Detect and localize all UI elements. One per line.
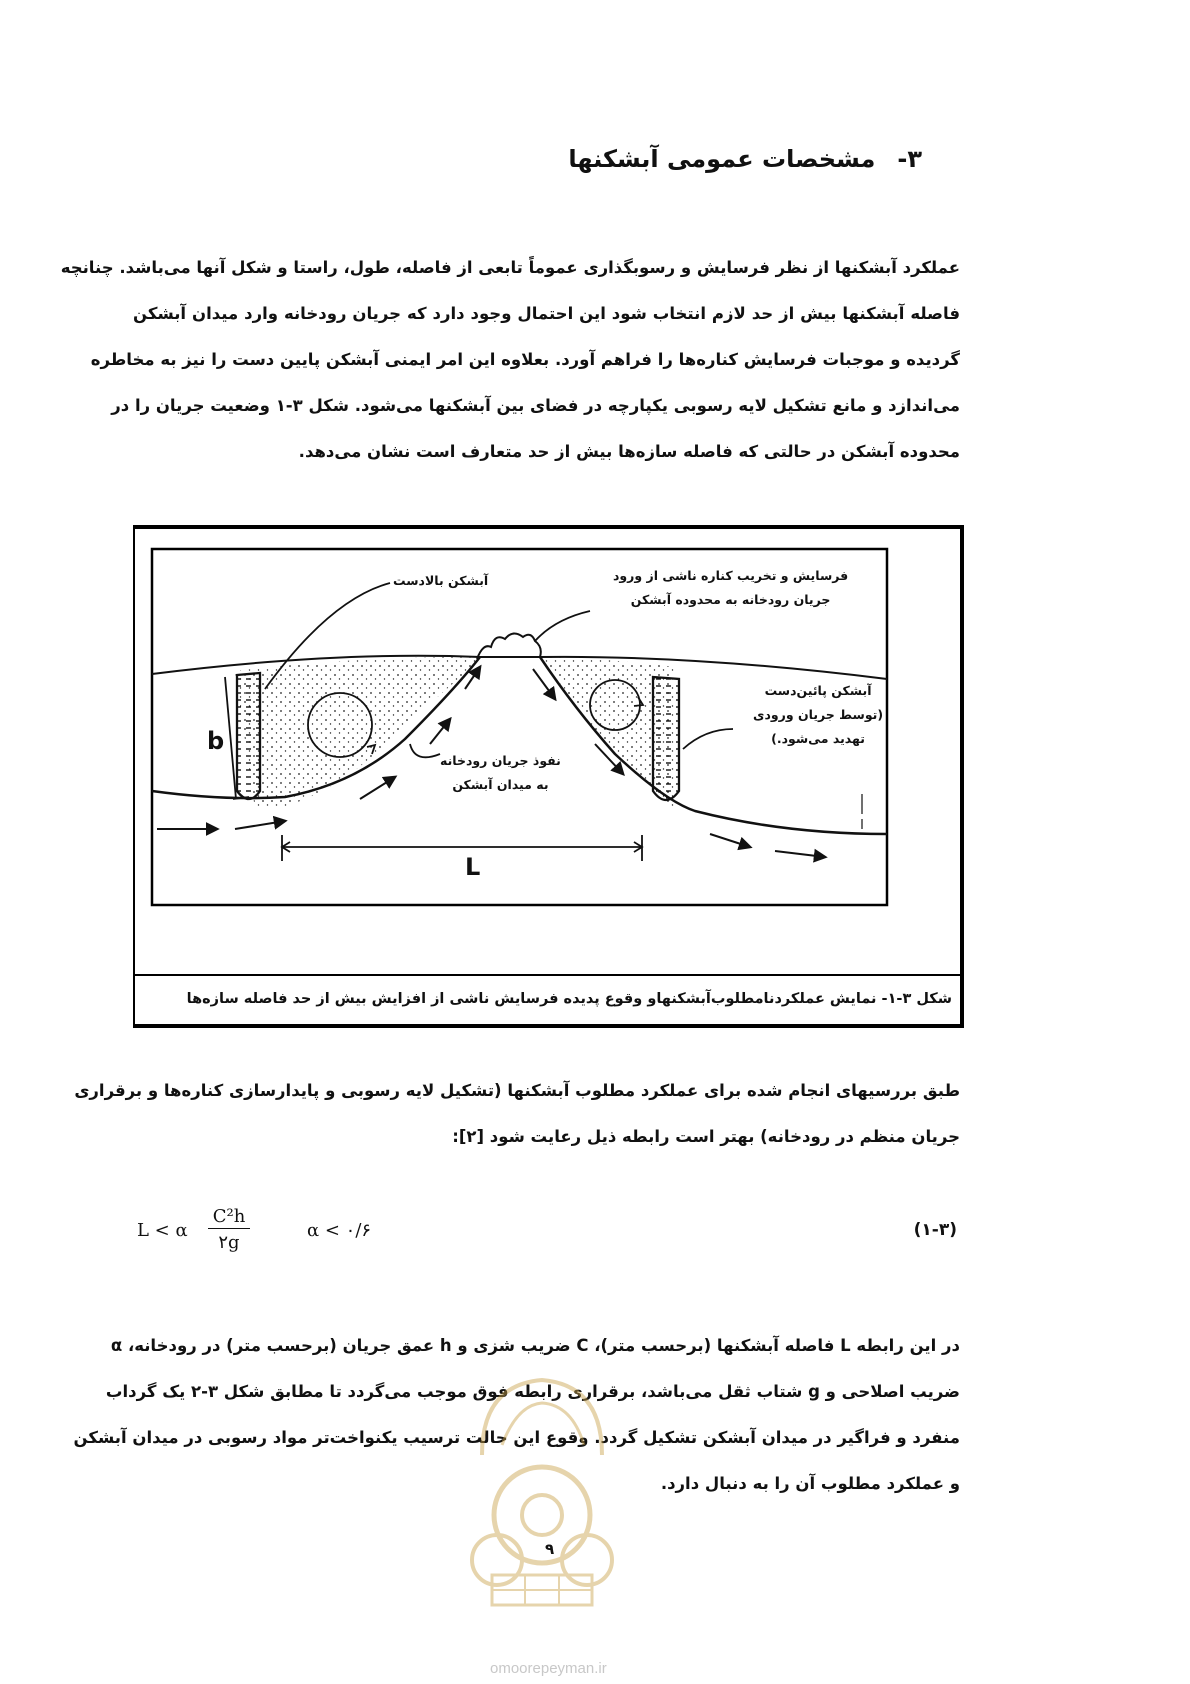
- dimension-b-line: [225, 677, 236, 799]
- equation-spacing: [137, 1206, 957, 1266]
- text-line: گردیده و موجبات فرسایش کناره‌ها را فراهم آورد. بعلاوه این امر ایمنی آبشکن پایین دست را نیز به مخاطره: [90, 350, 960, 369]
- paragraph-intro: [60, 245, 960, 475]
- label-bank-erosion: فرسایش و تخریب کناره ناشی از ورود جریان رودخانه به محدوده آبشکن: [613, 568, 849, 607]
- text-line: منفرد و فراگیر در میدان آبشکن تشکیل گردد. وقوع این حالت ترسیب یکنواخت‌تر مواد رسوبی در میدان آبشکن: [73, 1428, 960, 1447]
- paragraph-criteria: [74, 1068, 960, 1160]
- section-number: ۳-: [897, 145, 922, 173]
- label-b: b: [207, 727, 225, 755]
- label-flow-penetration: نفوذ جریان رودخانه به میدان آبشکن: [440, 753, 561, 792]
- text-line: می‌اندازد و مانع تشکیل لایه رسوبی یکپارچه در فضای بین آبشکنها می‌شود. شکل ۳-۱ وضعیت جریان را در: [111, 396, 960, 415]
- leader-penetration: [410, 744, 440, 757]
- figure-caption: شکل ۳-۱- نمایش عملکردنامطلوب‌آبشکنهاو وقوع پدیده فرسایش ناشی از افزایش بیش از حد فاصله سازه‌ها: [135, 974, 960, 1024]
- text-line: فاصله آبشکنها بیش از حد لازم انتخاب شود این احتمال وجود دارد که جریان رودخانه وارد میدان آبشکن: [133, 304, 960, 323]
- equation-condition: α < ۰/۶: [307, 1220, 372, 1241]
- footer-website: omoorepeyman.ir: [490, 1660, 607, 1677]
- equation-fraction: [208, 1206, 250, 1253]
- text-line: در این رابطه L فاصله آبشکنها (برحسب متر)، C ضریب شزی و h عمق جریان (برحسب متر) در رودخانه، α: [110, 1336, 960, 1355]
- text-line: طبق بررسیهای انجام شده برای عملکرد مطلوب آبشکنها (تشکیل لایه رسوبی و پایدارسازی کناره‌ها و برقراری: [74, 1081, 960, 1100]
- label-upstream-dike: آبشکن بالادست: [393, 573, 489, 588]
- equation-numerator: C²h: [208, 1206, 250, 1229]
- text-line: ضریب اصلاحی و g شتاب ثقل می‌باشد، برقراری رابطه فوق موجب می‌گردد تا مطابق شکل ۳-۲ یک گرداب: [105, 1382, 960, 1401]
- section-heading: [568, 145, 922, 173]
- page-number: ۹: [545, 1540, 555, 1558]
- text-line: جریان منظم در رودخانه) بهتر است رابطه ذیل رعایت شود [۲]:: [452, 1127, 960, 1146]
- section-title: مشخصات عمومی آبشکنها: [568, 145, 876, 173]
- label-L: L: [465, 853, 481, 881]
- label-downstream-dike: آبشکن پائین‌دست (توسط جریان ورودی تهدید می‌شود.): [753, 683, 884, 746]
- leader-erosion: [535, 611, 590, 641]
- text-line: و عملکرد مطلوب آن را به دنبال دارد.: [660, 1474, 960, 1493]
- downstream-spur-dike: [653, 677, 679, 800]
- leader-downstream: [683, 729, 733, 749]
- figure-spur-dike-spacing: [133, 525, 964, 1028]
- publisher-watermark-logo: [462, 1365, 622, 1615]
- equation-lhs: L < α: [137, 1220, 188, 1241]
- equation-denominator: ۲g: [218, 1232, 240, 1253]
- equation-number: (۱-۳): [913, 1220, 957, 1240]
- text-line: محدوده آبشکن در حالتی که فاصله سازه‌ها بیش از حد متعارف است نشان می‌دهد.: [298, 442, 960, 461]
- text-line: عملکرد آبشکنها از نظر فرسایش و رسوبگذاری عموماً تابعی از فاصله، طول، راستا و شکل آنها می‌باشد. چنانچه: [60, 258, 960, 277]
- upstream-spur-dike: [237, 673, 260, 799]
- bank-erosion-scallop: [477, 633, 541, 659]
